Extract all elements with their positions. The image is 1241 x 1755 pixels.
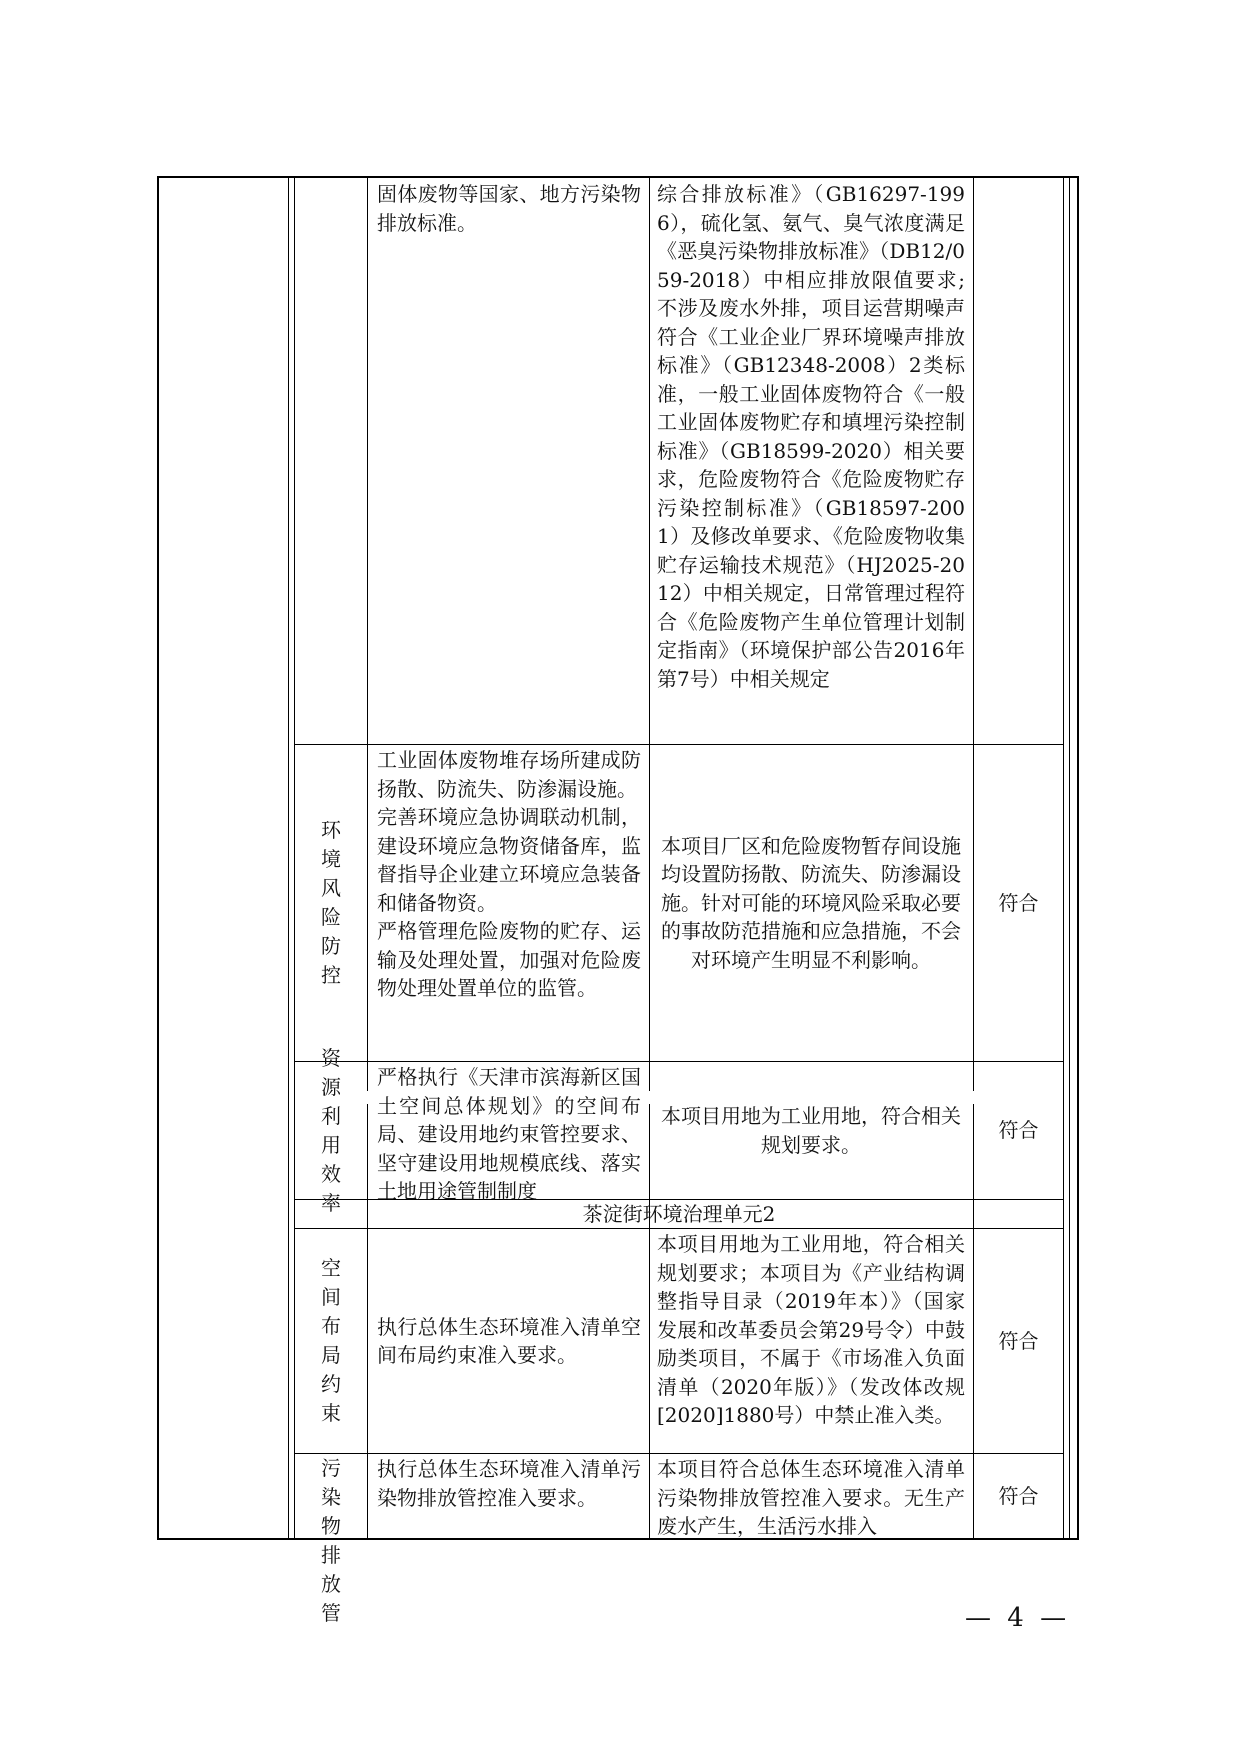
result-text: 符合 bbox=[998, 1328, 1039, 1353]
row-divider bbox=[294, 1453, 1063, 1454]
requirement-cell bbox=[377, 1229, 641, 1453]
column-divider bbox=[367, 1104, 368, 1538]
analysis-cell bbox=[657, 1062, 965, 1199]
compliance-table bbox=[157, 176, 1079, 1625]
column-divider bbox=[1063, 178, 1064, 1538]
result-cell bbox=[974, 745, 1063, 1061]
column-divider bbox=[367, 178, 368, 764]
requirement-cell: 固体废物等国家、地方污染物排放标准。 bbox=[377, 182, 641, 235]
analysis-cell: 本项目符合总体生态环境准入清单污染物排放管控准入要求。无生产废水产生，生活污水排入 bbox=[657, 1457, 965, 1538]
category-label: 空间布局约束 bbox=[321, 1256, 341, 1425]
requirement-paragraph: 严格管理危险废物的贮存、运输及处理处置，加强对危险废物处理处置单位的监管。 bbox=[377, 919, 641, 1000]
requirement-cell bbox=[377, 746, 641, 1003]
analysis-cell bbox=[657, 745, 965, 1061]
unit-title: 茶淀街环境治理单元2 bbox=[582, 1202, 776, 1226]
category-cell bbox=[295, 1454, 367, 1625]
column-divider bbox=[1069, 178, 1070, 1538]
category-cell bbox=[295, 745, 367, 1061]
requirement-paragraph: 工业固体废物堆存场所建成防扬散、防流失、防渗漏设施。 bbox=[377, 748, 641, 801]
result-text: 符合 bbox=[998, 1483, 1039, 1508]
result-cell bbox=[974, 1062, 1063, 1199]
requirement-cell: 执行总体生态环境准入清单污染物排放管控准入要求。 bbox=[377, 1457, 641, 1510]
analysis-cell: 本项目用地为工业用地，符合相关规划要求；本项目为《产业结构调整指导目录（2019年本）》（国家发展和改革委员会第29号令）中鼓励类项目，不属于《市场准入负面清单（2020年版）》（发改体改规[2020]1880号）中禁止准入类。 bbox=[657, 1232, 965, 1427]
requirement-text: 执行总体生态环境准入清单空间布局约束准入要求。 bbox=[377, 1314, 641, 1367]
analysis-text: 本项目厂区和危险废物暂存间设施均设置防扬散、防流失、防渗漏设施。针对可能的环境风险采取必要的事故防范措施和应急措施，不会对环境产生明显不利影响。 bbox=[661, 833, 961, 972]
result-text: 符合 bbox=[998, 1118, 1039, 1143]
result-cell bbox=[974, 1229, 1063, 1453]
column-divider bbox=[649, 1104, 650, 1538]
analysis-text: 本项目用地为工业用地，符合相关规划要求。 bbox=[661, 1104, 961, 1157]
category-label: 资源利用效率 bbox=[321, 1045, 341, 1215]
result-cell bbox=[974, 1454, 1063, 1538]
requirement-paragraph: 完善环境应急协调联动机制，建设环境应急物资储备库，监督指导企业建立环境应急装备和储备物资。 bbox=[377, 805, 641, 915]
requirement-cell: 严格执行《天津市滨海新区国土空间总体规划》的空间布局、建设用地约束管控要求、坚守建设用地规模底线、落实土地用途管制制度 bbox=[377, 1065, 641, 1203]
page-number: — 4 — bbox=[965, 1603, 1071, 1633]
analysis-cell: 综合排放标准》（GB16297-1996），硫化氢、氨气、臭气浓度满足《恶臭污染物排放标准》（DB12/059-2018）中相应排放限值要求;不涉及废水外排，项目运营期噪声符合《工业企业厂界环境噪声排放标准》（GB12348-2008）2类标准，一般工业固体废物符合《一般工业固体废物贮存和填埋污染控制标准》（GB18599-2020）相关要求，危险废物符合《危险废物贮存污染控制标准》（GB18597-2001）及修改单要求、《危险废物收集贮存运输技术规范》（HJ2025-2012）中相关规定，日常管理过程符合《危险废物产生单位管理计划制定指南》（环境保护部公告2016年 第7号）中相关规定 bbox=[657, 182, 965, 691]
column-divider bbox=[288, 178, 289, 1538]
category-label: 污染物排放管 bbox=[321, 1456, 341, 1625]
category-label: 环境风险防控 bbox=[321, 818, 341, 987]
result-text: 符合 bbox=[998, 890, 1039, 915]
category-cell bbox=[295, 1229, 367, 1453]
category-cell bbox=[295, 1045, 367, 1215]
column-divider bbox=[367, 764, 368, 1091]
column-divider bbox=[649, 178, 650, 1091]
